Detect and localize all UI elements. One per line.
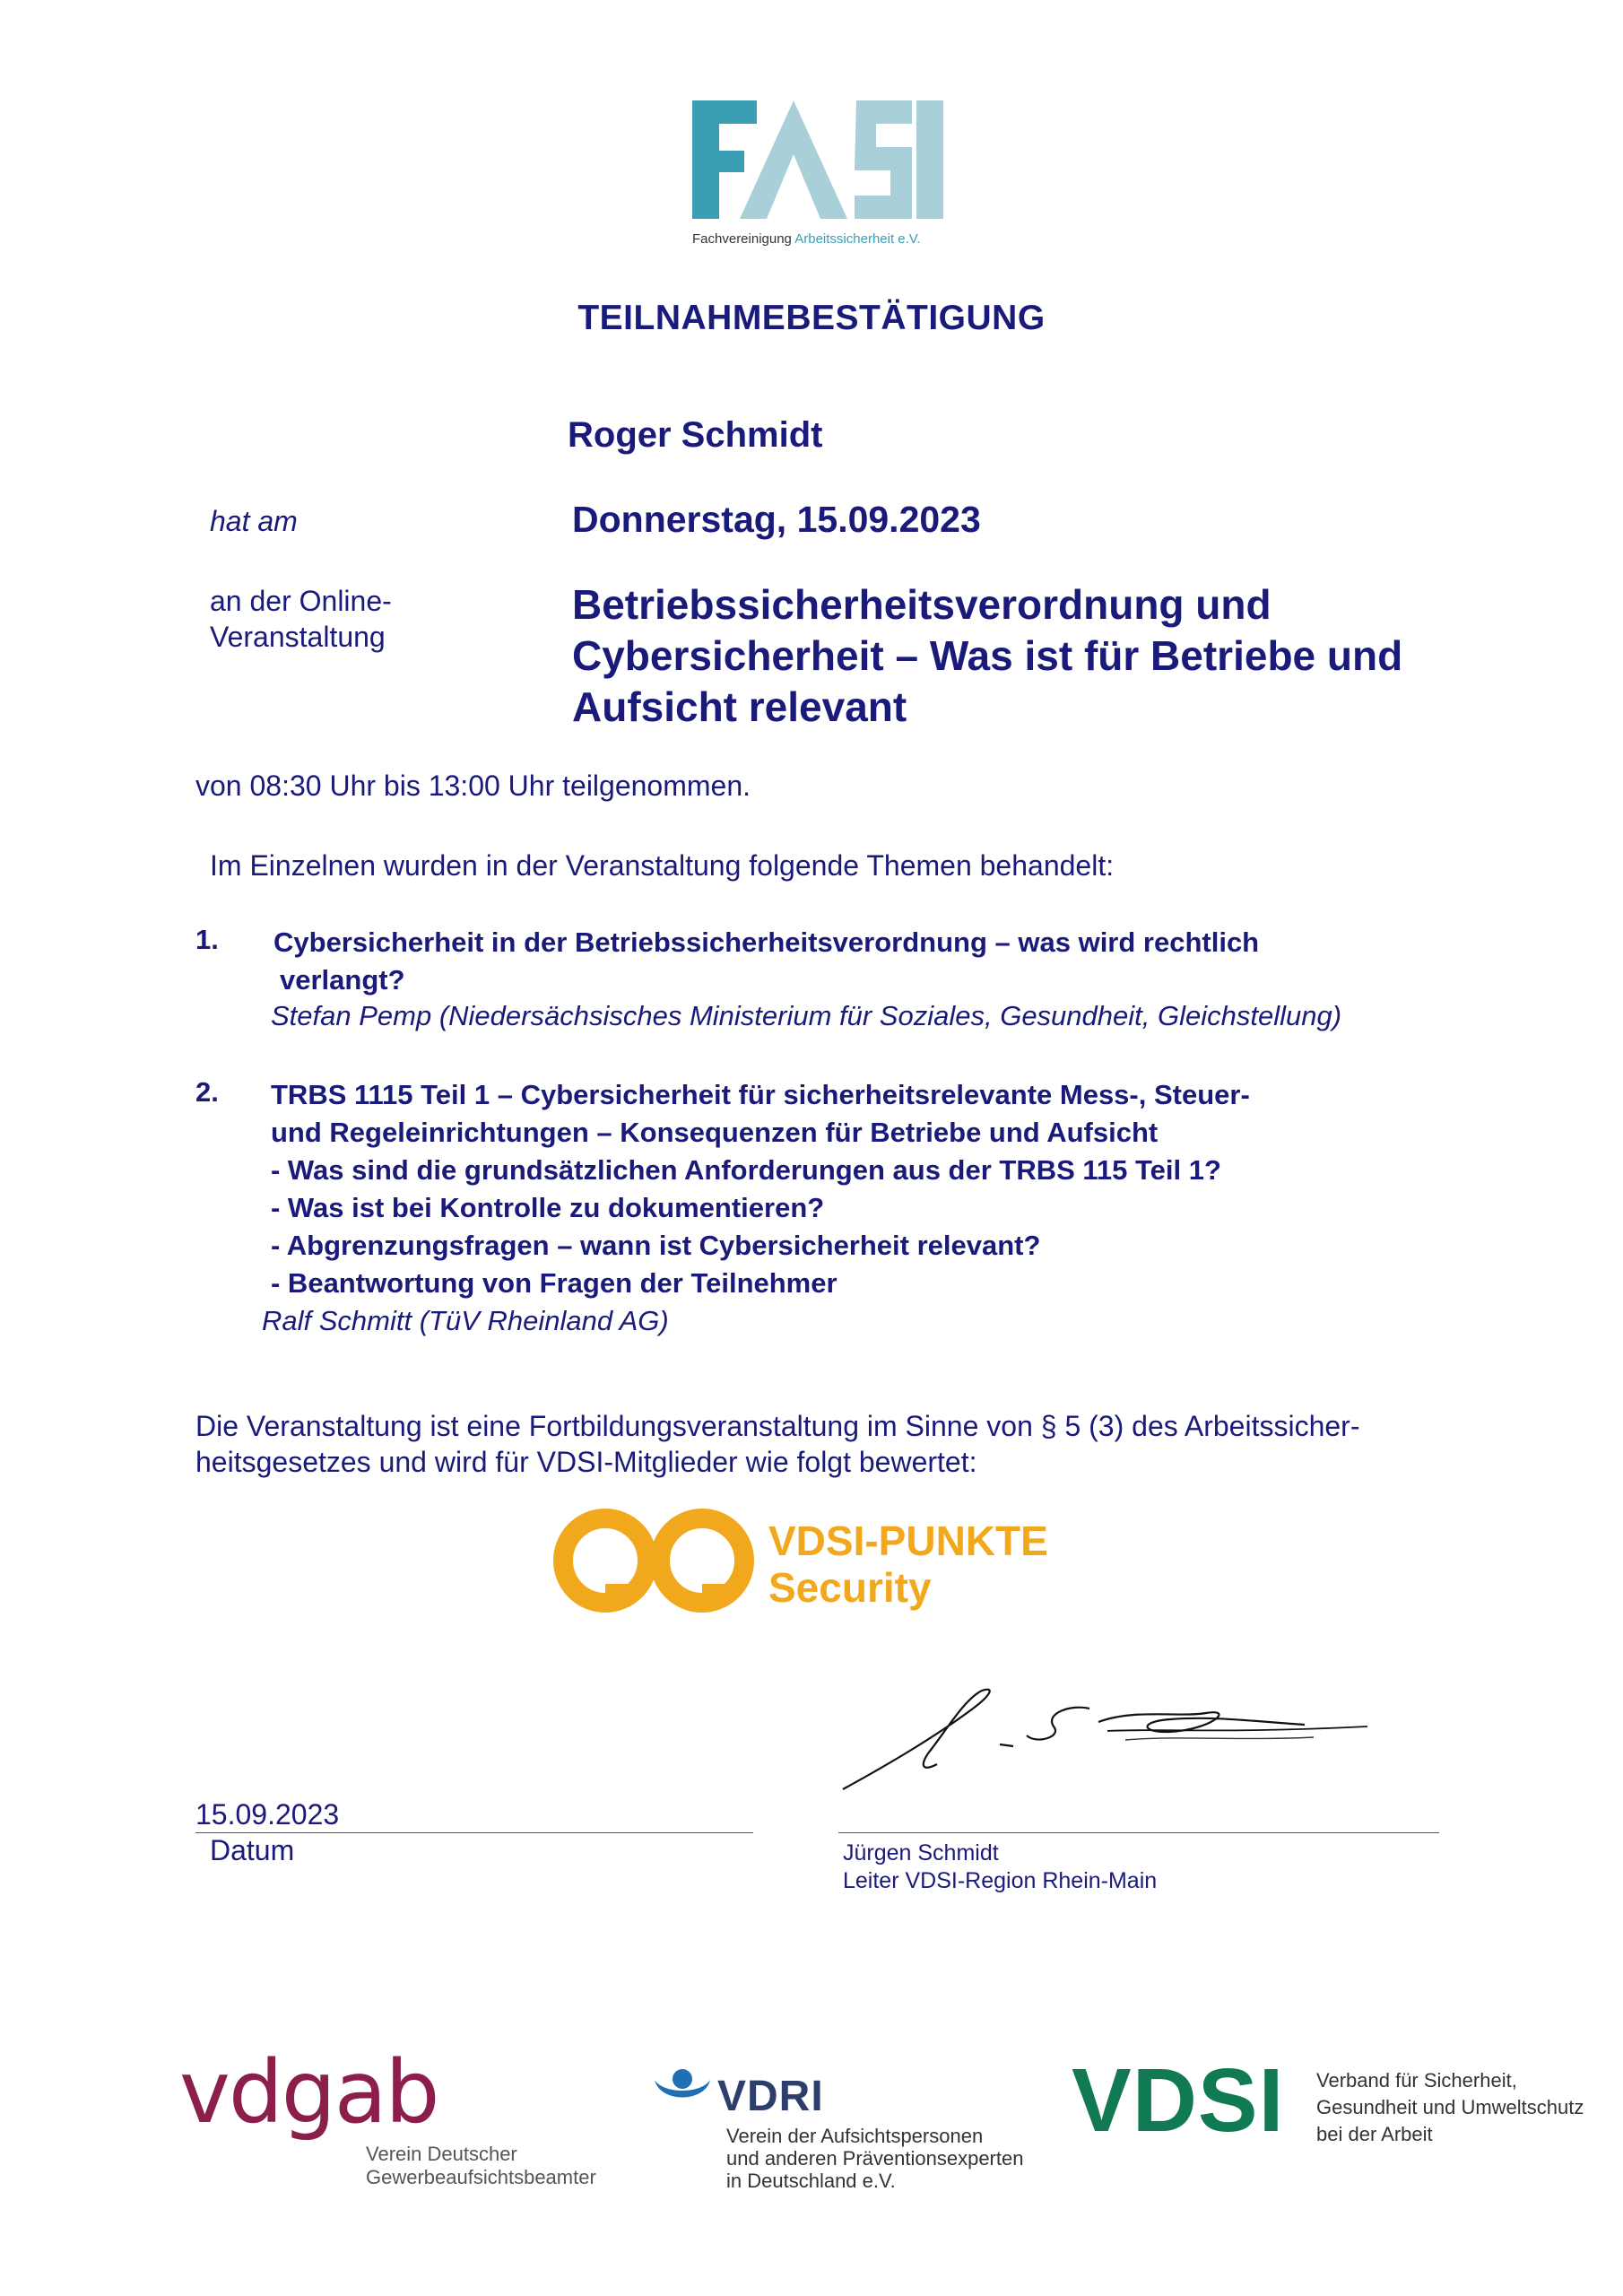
signature-line [838, 1832, 1439, 1833]
time-line: von 08:30 Uhr bis 13:00 Uhr teilgenommen. [195, 770, 751, 802]
punkte-rings-icon [563, 1518, 744, 1604]
document-title: TEILNAHMEBESTÄTIGUNG [577, 299, 1046, 337]
vdgab-subtitle: Gewerbeaufsichtsbeamter [366, 2166, 596, 2188]
signature-date: 15.09.2023 [195, 1798, 340, 1831]
punkte-line2: Security [768, 1564, 932, 1611]
closing-line: heitsgesetzes und wird für VDSI-Mitglieder wie folgt bewertet: [195, 1446, 977, 1478]
fasi-subtitle-part1: Fachvereinigung [692, 231, 792, 247]
signature [838, 1682, 1376, 1798]
participant-name: Roger Schmidt [568, 415, 823, 455]
vdsi-subtitle: bei der Arbeit [1316, 2123, 1433, 2145]
item-title-line: und Regeleinrichtungen – Konsequenzen für Betriebe und Aufsicht [271, 1117, 1159, 1148]
vdgab-subtitle: Verein Deutscher [366, 2143, 517, 2165]
signer-role: Leiter VDSI-Region Rhein-Main [843, 1868, 1158, 1893]
date-line [195, 1832, 753, 1833]
subtopic: - Was sind die grundsätzlichen Anforderungen aus der TRBS 115 Teil 1? [271, 1154, 1221, 1186]
item-number: 2. [195, 1076, 219, 1108]
label-hat-am: hat am [210, 505, 298, 537]
fasi-subtitle-part2: Arbeitssicherheit e.V. [794, 231, 921, 247]
label-event-line1: an der Online- [210, 585, 392, 617]
item-speaker: Ralf Schmitt (TüV Rheinland AG) [262, 1305, 669, 1336]
vdgab-logo: vdgab [179, 2042, 438, 2143]
vdri-subtitle: in Deutschland e.V. [726, 2170, 896, 2192]
vdsi-subtitle: Verband für Sicherheit, [1316, 2069, 1517, 2092]
item-title-line: Cybersicherheit in der Betriebssicherheitsverordnung – was wird rechtlich [273, 926, 1260, 958]
vdri-logo: VDRI [717, 2073, 824, 2120]
item-title-line: TRBS 1115 Teil 1 – Cybersicherheit für sicherheitsrelevante Mess-, Steuer- [271, 1079, 1250, 1110]
label-event [210, 583, 392, 655]
label-event-line2: Veranstaltung [210, 621, 386, 653]
item-title-line: verlangt? [280, 964, 405, 996]
event-title: Betriebssicherheitsverordnung und Cybersicherheit – Was ist für Betriebe und Aufsicht relevant [572, 581, 1403, 730]
vdri-emblem-icon [653, 2067, 712, 2110]
themes-intro: Im Einzelnen wurden in der Veranstaltung folgende Themen behandelt: [210, 849, 1115, 882]
closing-statement [195, 1408, 1469, 1480]
subtopic: - Abgrenzungsfragen – wann ist Cybersicherheit relevant? [271, 1230, 1041, 1261]
item-speaker: Stefan Pemp (Niedersächsisches Ministerium für Soziales, Gesundheit, Gleichstellung) [271, 1000, 1342, 1031]
signer-name: Jürgen Schmidt [843, 1840, 999, 1866]
vdri-subtitle: Verein der Aufsichtspersonen [726, 2125, 984, 2147]
event-date: Donnerstag, 15.09.2023 [572, 499, 981, 540]
vdsi-logo: VDSI [1072, 2050, 1285, 2151]
vdsi-subtitle: Gesundheit und Umweltschutz [1316, 2096, 1584, 2118]
subtopic: - Beantwortung von Fragen der Teilnehmer [271, 1267, 838, 1299]
vdri-subtitle: und anderen Präventionsexperten [726, 2147, 1024, 2170]
closing-line: Die Veranstaltung ist eine Fortbildungsveranstaltung im Sinne von § 5 (3) des Arbeitssicher- [195, 1410, 1360, 1442]
item-subtopics [271, 1152, 1221, 1302]
label-datum: Datum [210, 1834, 295, 1866]
item-number: 1. [195, 924, 219, 955]
subtopic: - Was ist bei Kontrolle zu dokumentieren? [271, 1192, 825, 1223]
vdsi-punkte-logo [551, 1507, 1048, 1614]
punkte-line1: VDSI-PUNKTE [768, 1518, 1048, 1564]
fasi-subtitle [692, 231, 921, 247]
